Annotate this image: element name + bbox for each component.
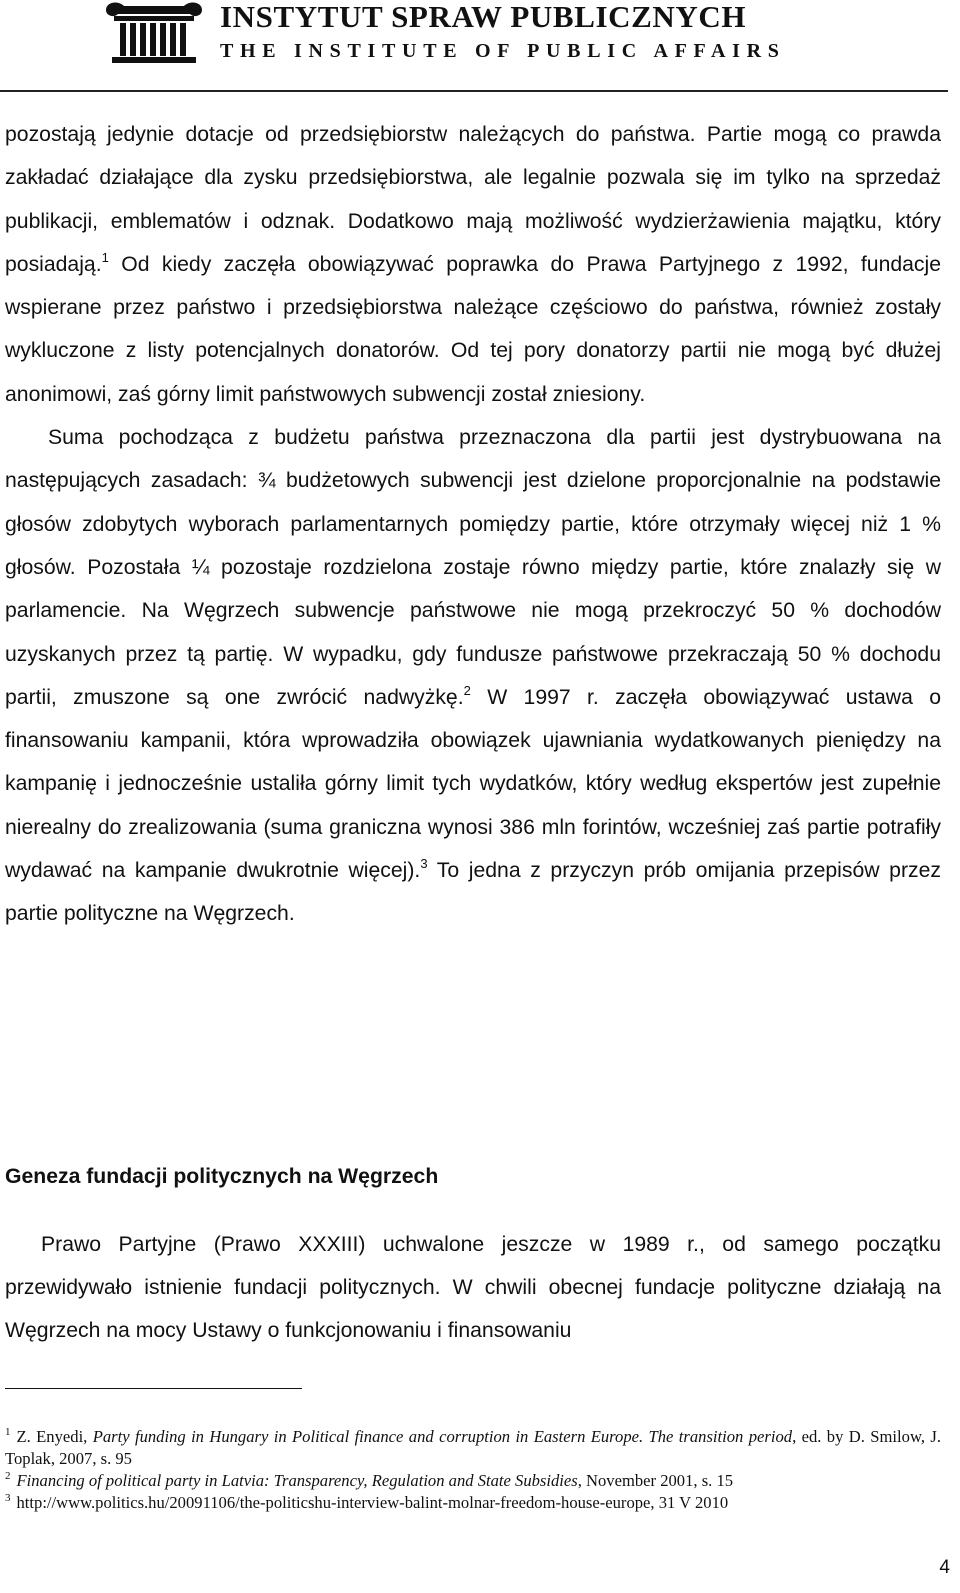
paragraph-3: Prawo Partyjne (Prawo XXXIII) uchwalone jeszcze w 1989 r., od samego początku przewidywało istnienie fundacji politycznych. W chwili obecnej fundacje polityczne działają na Węgrzech na mocy Ustawy o funkcjonowaniu i finansowaniu bbox=[5, 1233, 941, 1342]
page-number: 4 bbox=[939, 1557, 950, 1578]
footnote-ref-1: 1 bbox=[101, 249, 109, 265]
footnote-3 bbox=[5, 1492, 941, 1514]
footnote-1 bbox=[5, 1426, 941, 1470]
institute-name-polish: INSTYTUT SPRAW PUBLICZNYCH bbox=[220, 0, 747, 34]
paragraph-2-text-b: W 1997 r. zaczęła obowiązywać ustawa o finansowaniu kampanii, która wprowadziła obowiązek ujawniania wydatkowanych pieniędzy na kampanię i jednocześnie ustaliła górny limit tych wydatków, który według ekspertów jest zupełnie nierealny do zrealizowania (suma graniczna wynosi 386 mln forintów, wcześniej zaś partie potrafiły wydawać na kampanie dwukrotnie więcej). bbox=[5, 685, 941, 883]
footnote-divider bbox=[5, 1388, 302, 1389]
footnote-title: Party funding in Hungary in Political finance and corruption in Eastern Europe. The transition period bbox=[92, 1427, 793, 1446]
footnote-ref-2: 2 bbox=[463, 682, 471, 698]
section-heading: Geneza fundacji politycznych na Węgrzech bbox=[5, 1165, 439, 1188]
footnote-title: Financing of political party in Latvia: Transparency, Regulation and State Subsidies bbox=[16, 1471, 578, 1490]
footnotes bbox=[5, 1426, 941, 1514]
footnote-text: , ed. by D. Smilow, J. Toplak, 2007, s. 95 bbox=[5, 1427, 941, 1468]
paragraph-2 bbox=[5, 416, 941, 936]
header-divider bbox=[0, 90, 948, 92]
paragraph-1 bbox=[5, 113, 941, 416]
footnote-number: 2 bbox=[5, 1470, 11, 1482]
column-logo-icon bbox=[100, 0, 208, 64]
paragraph-1-text-a: pozostają jedynie dotacje od przedsiębiorstw należących do państwa. Partie mogą co prawda zakładać działające dla zysku przedsiębiorstwa, ale legalnie pozwala się im tylko na sprzedaż publikacji, emblematów i odznak. Dodatkowo mają możliwość wydzierżawienia majątku, który posiadają. bbox=[5, 123, 941, 276]
body-text bbox=[5, 113, 941, 936]
footnote-ref-3: 3 bbox=[420, 856, 428, 872]
footnote-text: , November 2001, s. 15 bbox=[577, 1471, 734, 1490]
footnote-number: 3 bbox=[5, 1492, 11, 1504]
footnote-number: 1 bbox=[5, 1426, 11, 1438]
paragraph-1-text-b: Od kiedy zaczęła obowiązywać poprawka do Prawa Partyjnego z 1992, fundacje wspierane przez państwo i przedsiębiorstwa należące częściowo do państwa, również zostały wykluczone z listy potencjalnych donatorów. Od tej pory donatorzy partii nie mogą być dłużej anonimowi, zaś górny limit państwowych subwencji został zniesiony. bbox=[5, 252, 941, 406]
institute-name-english: THE INSTITUTE OF PUBLIC AFFAIRS bbox=[220, 40, 786, 62]
paragraph-2-text-c: To jedna z przyczyn prób omijania przepisów przez partie polityczne na Węgrzech. bbox=[5, 859, 941, 926]
footnote-text: Z. Enyedi, bbox=[16, 1427, 93, 1446]
page-header bbox=[100, 0, 840, 66]
footnote-link[interactable]: http://www.politics.hu/20091106/the-politicshu-interview-balint-molnar-freedom-house-europe, 31 V 2010 bbox=[16, 1493, 729, 1512]
footnote-2 bbox=[5, 1470, 941, 1492]
paragraph-2-text-a: Suma pochodząca z budżetu państwa przeznaczona dla partii jest dystrybuowana na następujących zasadach: ¾ budżetowych subwencji jest dzielone proporcjonalnie na podstawie głosów zdobytych wyborach parlamentarnych pomiędzy partie, które otrzymały więcej niż 1 % głosów. Pozostała ¼ pozostaje rozdzielona zostaje równo między partie, które znalazły się w parlamencie. Na Węgrzech subwencje państwowe nie mogą przekroczyć 50 % dochodów uzyskanych przez tą partię. W wypadku, gdy fundusze państwowe przekraczają 50 % dochodu partii, zmuszone są one zwrócić nadwyżkę. bbox=[5, 426, 941, 709]
